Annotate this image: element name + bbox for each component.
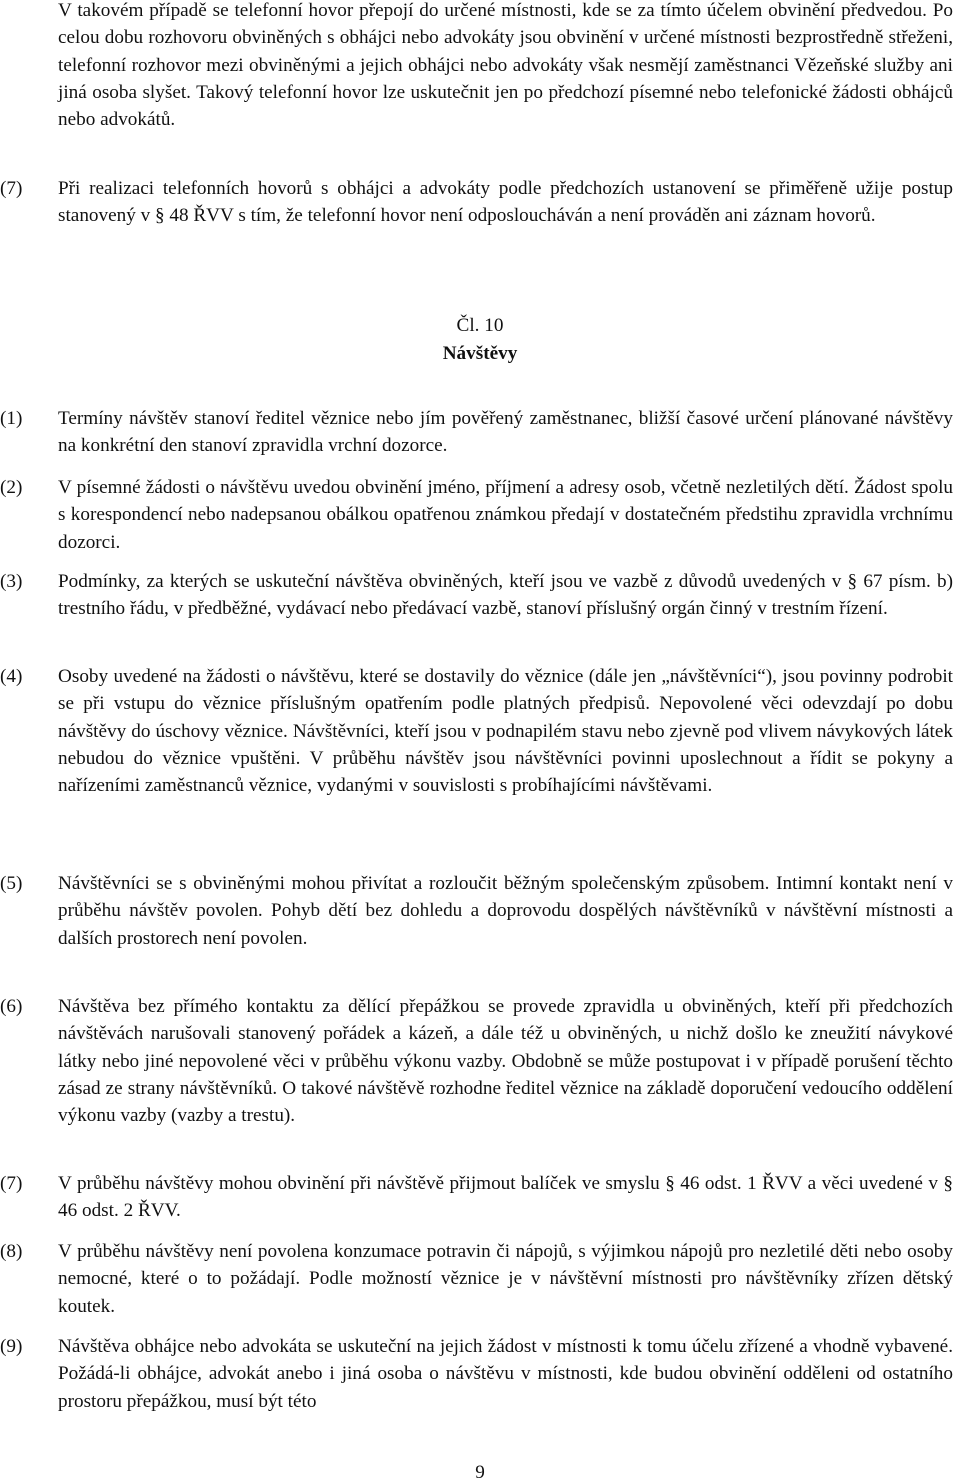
- paragraph-number: (5): [0, 873, 23, 894]
- paragraph-text: Návštěva bez přímého kontaktu za dělící přepážkou se provede zpravidla u obviněných, kteří při předchozích návštěvách narušovali stanovený pořádek a kázeň, a dále též u obviněných, u nichž došlo ke zneužití návykové látky nebo jiné nepovolené věci v průběhu výkonu vazby. Obdobně se může postupovat i v případě porušení těchto zásad ze strany návštěvníků. O takové návštěvě rozhodne ředitel věznice na základě doporučení vedoucího oddělení výkonu vazby (vazby a trestu).: [58, 996, 953, 1127]
- intro-paragraph: V takovém případě se telefonní hovor přepojí do určené místnosti, kde se za tímto účelem obvinění předvedou. Po celou dobu rozhovoru obviněných s obhájci nebo advokáty jsou obvinění v určené místnosti bezprostředně střeženi, telefonní rozhovor mezi obviněnými a jejich obhájci nebo advokáty však nesmějí zaměstnanci Vězeňské služby ani jiná osoba slyšet. Takový telefonní hovor lze uskutečnit jen po předchozí písemné nebo telefonické žádosti obhájců nebo advokátů.: [58, 0, 953, 131]
- article-number: Čl. 10: [456, 315, 504, 336]
- paragraph-text: Osoby uvedené na žádosti o návštěvu, které se dostavily do věznice (dále jen „návštěvníci“), jsou povinny podrobit se při vstupu do věznice příslušným opatřením podle platných předpisů. Nepovolené věci odevzdají po dobu návštěvy do úschovy věznice. Návštěvníci, kteří jsou v podnapilém stavu nebo zjevně pod vlivem návykových látek nebudou do věznice vpuštěni. V průběhu návštěv jsou návštěvníci povinni uposlechnout a řídit se pokyny a nařízeními zaměstnanců věznice, vydanými v souvislosti s probíhajícími návštěvami.: [58, 666, 953, 797]
- paragraph-text: Návštěvníci se s obviněnými mohou přivítat a rozloučit běžným společenským způsobem. Intimní kontakt není v průběhu návštěv povolen. Pohyb dětí bez dohledu a doprovodu dospělých návštěvníků v návštěvní místnosti a dalších prostorech není povolen.: [58, 873, 953, 949]
- paragraph-number: (2): [0, 477, 23, 498]
- paragraph-number: (7): [0, 178, 23, 199]
- paragraph-number: (9): [0, 1336, 23, 1357]
- paragraph-text: Při realizaci telefonních hovorů s obhájci a advokáty podle předchozích ustanovení se přiměřeně užije postup stanovený v § 48 ŘVV s tím, že telefonní hovor není odposloucháván a není prováděn ani záznam hovorů.: [58, 178, 953, 227]
- paragraph-number: (6): [0, 996, 23, 1017]
- paragraph-number: (8): [0, 1241, 23, 1262]
- page-number: 9: [475, 1462, 485, 1483]
- paragraph-text: V průběhu návštěvy mohou obvinění při návštěvě přijmout balíček ve smyslu § 46 odst. 1 ŘVV a věci uvedené v § 46 odst. 2 ŘVV.: [58, 1173, 953, 1222]
- paragraph-number: (3): [0, 571, 23, 592]
- paragraph-text: Termíny návštěv stanoví ředitel věznice nebo jím pověřený zaměstnanec, bližší časové určení plánované návštěvy na konkrétní den stanoví zpravidla vrchní dozorce.: [58, 408, 953, 457]
- paragraph-text: Návštěva obhájce nebo advokáta se uskuteční na jejich žádost v místnosti k tomu účelu zřízené a vhodně vybavené. Požádá-li obhájce, advokát anebo i jiná osoba o návštěvu v místnosti, kde budou obvinění odděleni od ostatního prostoru přepážkou, musí být této: [58, 1336, 953, 1412]
- paragraph-text: V písemné žádosti o návštěvu uvedou obvinění jméno, příjmení a adresy osob, včetně nezletilých dětí. Žádost spolu s korespondencí nebo nadepsanou obálkou opatřenou známkou předají v dostatečném předstihu zpravidla vrchnímu dozorci.: [58, 477, 953, 553]
- paragraph-number: (4): [0, 666, 23, 687]
- paragraph-number: (1): [0, 408, 23, 429]
- article-title: Návštěvy: [442, 343, 518, 364]
- paragraph-number: (7): [0, 1173, 23, 1194]
- paragraph-text: Podmínky, za kterých se uskuteční návštěva obviněných, kteří jsou ve vazbě z důvodů uvedených v § 67 písm. b) trestního řádu, v předběžné, vydávací nebo předávací vazbě, stanoví příslušný orgán činný v trestním řízení.: [58, 571, 953, 620]
- paragraph-text: V průběhu návštěvy není povolena konzumace potravin či nápojů, s výjimkou nápojů pro nezletilé děti nebo osoby nemocné, které o to požádají. Podle možností věznice je v návštěvní místnosti pro návštěvníky zřízen dětský koutek.: [58, 1241, 953, 1317]
